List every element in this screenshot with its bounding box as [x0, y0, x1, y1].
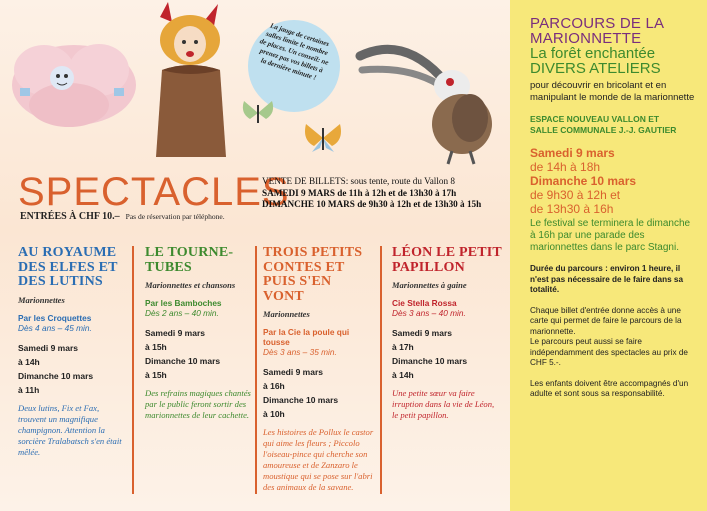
sidebar-title: MARIONNETTE	[530, 30, 642, 47]
schedule-time: à 14h	[392, 370, 414, 380]
show-description: Les histoires de Pollux le castor qui aime les fleurs ; Piccolo l'oiseau-pince qui cherche son amoureuse et de Zanzaro le moustique qui se pose sur l'abri des animaux de la savane.	[263, 427, 374, 492]
show-troupe: Cie Stella Rossa	[392, 298, 457, 308]
show-column-trois-contes	[263, 246, 375, 493]
show-title: LE TOURNE-TUBES	[145, 245, 234, 275]
date-time: de 9h30 à 12h et	[530, 188, 621, 202]
date-time: de 13h30 à 16h	[530, 202, 614, 216]
schedule-day: Dimanche 10 mars	[263, 395, 339, 405]
venue-line: SALLE COMMUNALE J.-J. GAUTIER	[530, 125, 677, 135]
show-column-leon	[392, 246, 502, 421]
bird-illustration	[352, 36, 502, 166]
sidebar-dates	[530, 146, 697, 216]
entry-price	[20, 211, 225, 222]
children-note: Les enfants doivent être accompagnés d'un adulte et sont sous sa responsabilité.	[530, 378, 689, 398]
sidebar-subtitle: La forêt enchantée	[530, 45, 656, 62]
schedule-day: Samedi 9 mars	[392, 328, 453, 338]
independent-note: Le parcours peut aussi se faire indépendamment des spectacles au prix de CHF 5.-.	[530, 337, 688, 367]
show-age: Dès 2 ans – 40 min.	[145, 308, 219, 318]
sidebar-venue	[530, 114, 697, 136]
schedule-time: à 15h	[145, 370, 167, 380]
show-troupe: Par la Cie la poule qui tousse	[263, 327, 350, 347]
show-title: AU ROYAUME DES ELFES ET DES LUTINS	[18, 245, 118, 289]
schedule-day: Dimanche 10 mars	[18, 370, 94, 381]
ticket-sales-saturday: SAMEDI 9 MARS de 11h à 12h et de 13h30 à 17h	[262, 187, 457, 198]
schedule-time: à 11h	[18, 384, 40, 395]
festival-end-note: Le festival se terminera le dimanche à 16h par une parade des marionnettes dans le parc Stagni.	[530, 218, 691, 253]
show-troupe: Par les Bamboches	[145, 298, 222, 308]
show-description: Deux lutins, Fix et Fax, trouvent un magnifique champignon. Attention la sorcière Tralabatsch s'en était mêlée.	[18, 402, 122, 457]
sidebar-subtitle: DIVERS ATELIERS	[530, 60, 661, 77]
cloud-creature-illustration	[4, 30, 144, 140]
sidebar-title: PARCOURS DE LA	[530, 15, 665, 32]
schedule-day: Samedi 9 mars	[145, 328, 206, 338]
schedule-time: à 14h	[18, 356, 40, 367]
show-title: TROIS PETITS CONTES ET PUIS S'EN VONT	[263, 245, 363, 304]
bubble-text: La jauge de certaines salles limite le nombre de places. Un conseil: ne prenez pas vos billets à la dernière minute !	[258, 21, 331, 82]
schedule-time: à 16h	[263, 381, 285, 391]
show-age: Dès 3 ans – 40 min.	[392, 308, 466, 318]
girl-in-sack-illustration	[150, 2, 240, 162]
show-schedule	[263, 365, 375, 421]
show-age: Dès 3 ans – 35 min.	[263, 347, 337, 357]
column-divider	[132, 246, 134, 494]
ticket-sales-line: VENTE DE BILLETS: sous tente, route du Vallon 8	[262, 176, 455, 186]
column-divider	[255, 246, 257, 494]
schedule-time: à 17h	[392, 342, 414, 352]
sidebar-intro: pour découvrir en bricolant et en manipulant le monde de la marionnette	[530, 80, 695, 103]
no-reservation-note: Pas de réservation par téléphone.	[125, 212, 225, 221]
butterfly-icon	[240, 95, 276, 131]
show-column-elfes	[18, 246, 124, 458]
show-description: Une petite sœur va faire irruption dans la vie de Léon, le petit papillon.	[392, 388, 495, 420]
show-schedule	[392, 326, 502, 382]
show-kind: Marionnettes à gaine	[392, 280, 467, 290]
date-time: de 14h à 18h	[530, 160, 601, 174]
ticket-note	[530, 306, 697, 369]
butterfly-icon	[302, 118, 344, 158]
schedule-day: Samedi 9 mars	[263, 367, 324, 377]
show-schedule	[18, 341, 124, 397]
ticket-sales-info	[262, 176, 481, 211]
schedule-day: Samedi 9 mars	[18, 342, 79, 353]
schedule-time: à 10h	[263, 409, 285, 419]
ticket-sales-sunday: DIMANCHE 10 MARS de 9h30 à 12h et de 13h30 à 15h	[262, 199, 482, 209]
duration-note: Durée du parcours : environ 1 heure, il n'est pas nécessaire de le faire dans sa totalité.	[530, 264, 684, 294]
show-kind: Marionnettes	[263, 309, 310, 319]
schedule-day: Dimanche 10 mars	[392, 356, 468, 366]
ticket-access-note: Chaque billet d'entrée donne accès à une carte qui permet de faire le parcours de la marionnette.	[530, 305, 682, 336]
date-day: Dimanche 10 mars	[530, 174, 637, 188]
show-column-tourne-tubes	[145, 246, 251, 421]
show-schedule	[145, 326, 251, 382]
show-troupe: Par les Croquettes	[18, 312, 92, 323]
date-day: Samedi 9 mars	[530, 146, 615, 160]
column-divider	[380, 246, 382, 494]
venue-line: ESPACE NOUVEAU VALLON ET	[530, 114, 660, 124]
show-age: Dès 4 ans – 45 min.	[18, 322, 92, 333]
parcours-sidebar	[510, 0, 707, 511]
page-title: SPECTACLES	[18, 170, 290, 214]
show-description: Des refrains magiques chantés par le public feront sortir des marionnettes de leur cachette.	[145, 388, 251, 420]
entry-price-label: ENTRÉES À CHF 10.–	[20, 211, 120, 222]
show-kind: Marionnettes et chansons	[145, 280, 236, 290]
schedule-day: Dimanche 10 mars	[145, 356, 221, 366]
show-title: LÉON LE PETIT PAPILLON	[392, 245, 502, 275]
show-kind: Marionnettes	[18, 294, 65, 305]
schedule-time: à 15h	[145, 342, 167, 352]
